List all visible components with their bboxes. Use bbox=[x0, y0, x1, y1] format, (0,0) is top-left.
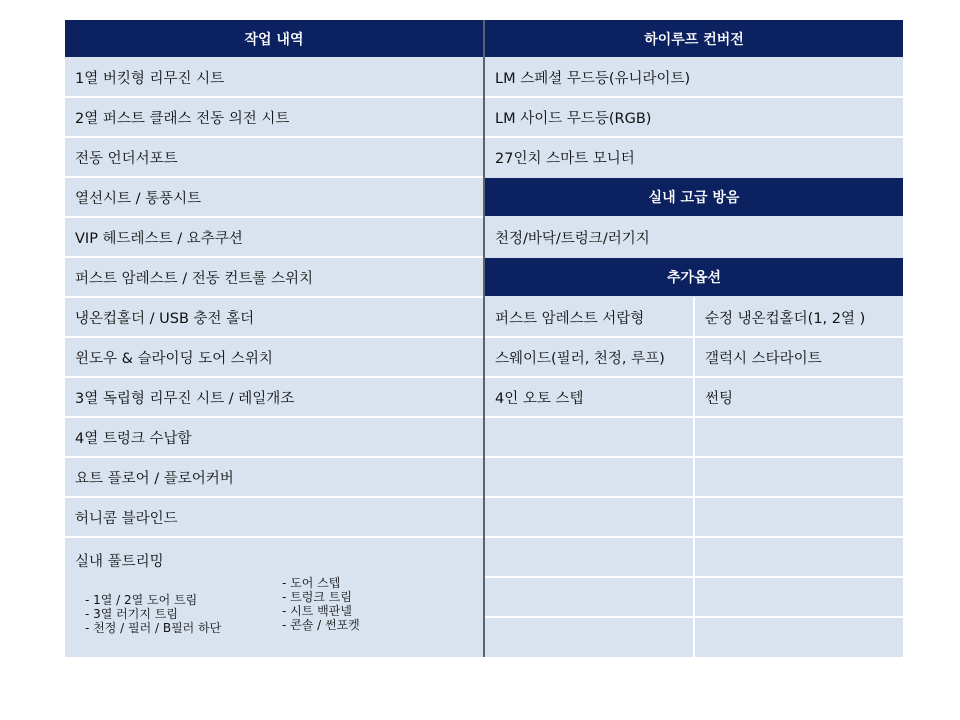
right-header-options: 추가옵션 bbox=[485, 258, 903, 296]
right-item: LM 사이드 무드등(RGB) bbox=[495, 110, 652, 127]
left-item: 2열 퍼스트 클래스 전동 의전 시트 bbox=[75, 110, 290, 127]
trim-sublist-left bbox=[85, 593, 221, 635]
left-item: 3열 독립형 리무진 시트 / 레일개조 bbox=[75, 390, 295, 407]
left-item: 요트 플로어 / 플로어커버 bbox=[75, 470, 234, 487]
right-header-soundproof: 실내 고급 방음 bbox=[485, 178, 903, 216]
left-item: VIP 헤드레스트 / 요추쿠션 bbox=[75, 230, 243, 247]
left-item: 윈도우 & 슬라이딩 도어 스위치 bbox=[75, 350, 273, 367]
left-item: 열선시트 / 통풍시트 bbox=[75, 190, 202, 207]
left-item: 냉온컵홀더 / USB 충전 홀더 bbox=[75, 310, 255, 327]
left-item: 허니콤 블라인드 bbox=[75, 510, 178, 527]
trim-sublist-right bbox=[282, 576, 360, 632]
left-item: 1열 버킷형 리무진 시트 bbox=[75, 70, 225, 87]
trim-sub-item: - 시트 백판넬 bbox=[282, 604, 352, 618]
trim-sub-item: - 도어 스텝 bbox=[282, 576, 341, 590]
work-table bbox=[65, 20, 903, 657]
trim-sub-item: - 트렁크 트림 bbox=[282, 590, 352, 604]
option-divider bbox=[693, 297, 695, 657]
option-cell: 순정 냉온컵홀더(1, 2열 ) bbox=[705, 310, 866, 327]
left-item: 퍼스트 암레스트 / 전동 컨트롤 스위치 bbox=[75, 270, 314, 287]
option-cell: 썬팅 bbox=[705, 390, 734, 407]
trim-sub-item: - 천정 / 필러 / B필러 하단 bbox=[85, 621, 222, 635]
right-header-high-roof: 하이루프 컨버전 bbox=[485, 20, 903, 57]
trim-sub-item: - 1열 / 2열 도어 트림 bbox=[85, 593, 198, 607]
option-cell: 스웨이드(필러, 천정, 루프) bbox=[495, 350, 665, 367]
option-cell: 4인 오토 스텝 bbox=[495, 390, 584, 407]
left-item-trimming: 실내 풀트리밍 bbox=[75, 553, 164, 570]
option-cell: 갤럭시 스타라이트 bbox=[705, 350, 822, 367]
left-item: 4열 트렁크 수납함 bbox=[75, 430, 192, 447]
column-divider bbox=[483, 20, 485, 657]
trim-sub-item: - 콘솔 / 썬포켓 bbox=[282, 618, 360, 632]
right-item: 천정/바닥/트렁크/러기지 bbox=[495, 230, 650, 247]
right-item: 27인치 스마트 모니터 bbox=[495, 150, 635, 167]
option-cell: 퍼스트 암레스트 서랍형 bbox=[495, 310, 645, 327]
trim-sub-item: - 3열 러기지 트림 bbox=[85, 607, 178, 621]
left-header: 작업 내역 bbox=[65, 20, 483, 57]
right-item: LM 스페셜 무드등(유니라이트) bbox=[495, 70, 691, 87]
left-item: 전동 언더서포트 bbox=[75, 150, 178, 167]
